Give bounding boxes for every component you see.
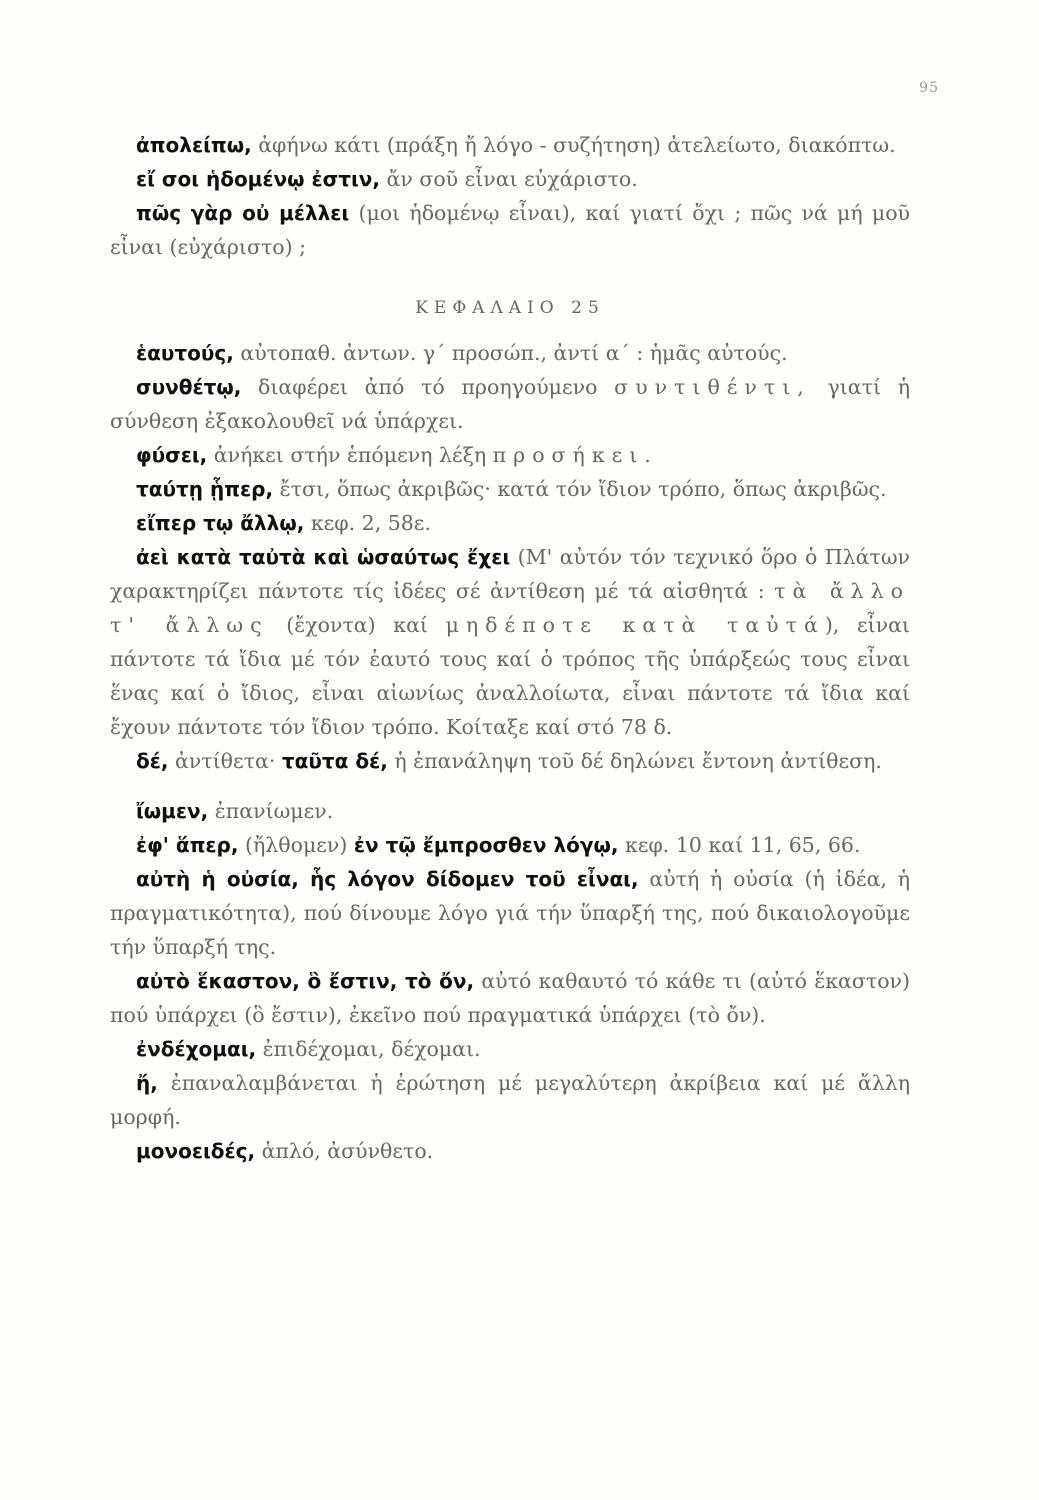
entry-headword: εἴπερ τῳ ἄλλῳ, — [136, 511, 305, 535]
entry-text: (ἔχοντα) καί — [268, 613, 446, 637]
entry-headword: πῶς γὰρ οὐ μέλλει — [136, 201, 350, 225]
spaced-word: μηδέποτε κατὰ ταὐτά — [445, 613, 825, 637]
entry-headword: ἀπολείπω, — [136, 133, 252, 157]
chapter-heading: ΚΕΦΑΛΑΙΟ 25 — [415, 298, 605, 318]
entry-headword: ἐνδέχομαι, — [136, 1037, 257, 1061]
entry-text: αὐτοπαθ. ἀντων. γ΄ προσώπ., ἀντί α΄ : ἡμᾶς αὐτούς. — [233, 341, 788, 365]
glossary-entry — [110, 336, 910, 370]
entry-headword: ἐν τῷ ἔμπροσθεν λόγῳ, — [353, 833, 619, 857]
entry-text: ἐπαναλαμβάνεται ἡ ἐρώτηση μέ μεγαλύτερη ἀκρίβεια καί μέ ἄλλη μορφή. — [110, 1071, 910, 1129]
entry-text: ἄν σοῦ εἶναι εὐχάριστο. — [379, 167, 638, 191]
entry-text: αὐτό καθαυτό τό κάθε τι (αὐτό ἕκαστον) πού ὑπάρχει (ὃ ἔστιν), ἐκεῖνο πού πραγματικά ὑπάρχει (τὸ ὄν). — [110, 969, 910, 1027]
entry-text: ἔτσι, ὅπως ἀκριβῶς· κατά τόν ἴδιον τρόπο, ὅπως ἀκριβῶς. — [273, 477, 887, 501]
entry-headword: φύσει, — [136, 443, 208, 467]
entry-text: ἀφήνω κάτι (πράξη ἤ λόγο - συζήτηση) ἀτελείωτο, διακόπτω. — [251, 133, 896, 157]
entry-headword: μονοειδές, — [136, 1139, 256, 1163]
entry-text: ἡ ἐπανάληψη τοῦ δέ δηλώνει ἔντονη ἀντίθεση. — [387, 749, 882, 773]
glossary-entry — [110, 1134, 910, 1168]
entry-headword: ἀεὶ κατὰ ταὐτὰ καὶ ὡσαύτως ἔχει — [136, 545, 511, 569]
spacer — [110, 778, 910, 794]
entry-text: ἐπανίωμεν. — [208, 799, 334, 823]
glossary-entry — [110, 438, 910, 472]
entry-headword: ταύτῃ ᾗπερ, — [136, 477, 274, 501]
glossary-entry — [110, 196, 910, 264]
entry-headword: εἴ σοι ἡδομένῳ ἐστιν, — [136, 167, 380, 191]
entry-text: (ἤλθομεν) — [238, 833, 354, 857]
entry-text: κεφ. 10 καί 11, 65, 66. — [618, 833, 861, 857]
glossary-content — [110, 128, 910, 1168]
glossary-entry — [110, 744, 910, 778]
glossary-entry — [110, 540, 910, 744]
page-number: 95 — [919, 80, 939, 96]
entry-text: αὐτή ἡ οὐσία (ἡ ἰδέα, ἡ πραγματικότητα), πού δίνουμε λόγο γιά τήν ὕπαρξή της, πού δικαιολογοῦμε τήν ὕπαρξή της. — [110, 867, 910, 959]
spaced-word: τὰ ἄλλο τ' ἄλλως — [110, 579, 910, 637]
glossary-entry — [110, 964, 910, 1032]
glossary-entry — [110, 862, 910, 964]
entry-text: ἀντίθετα· — [168, 749, 282, 773]
entry-headword: ἴωμεν, — [136, 799, 209, 823]
entry-headword: ἐφ' ἅπερ, — [136, 833, 239, 857]
glossary-entry — [110, 506, 910, 540]
entry-text: (μοι ἡδομένῳ εἶναι), καί γιατί ὄχι ; πῶς νά μή μοῦ εἶναι (εὐχάριστο) ; — [110, 201, 910, 259]
glossary-entry — [110, 1066, 910, 1134]
glossary-entry — [110, 828, 910, 862]
entry-headword: ἑαυτούς, — [136, 341, 234, 365]
glossary-entry — [110, 472, 910, 506]
glossary-entry — [110, 162, 910, 196]
entry-headword: ταῦτα δέ, — [281, 749, 388, 773]
entry-text: ἐπιδέχομαι, δέχομαι. — [256, 1037, 481, 1061]
entry-text: ἁπλό, ἀσύνθετο. — [255, 1139, 434, 1163]
entry-headword: αὐτὸ ἕκαστον, ὃ ἔστιν, τὸ ὄν, — [136, 969, 475, 993]
entry-headword: συνθέτῳ, — [136, 375, 242, 399]
entry-text: ), εἶναι πάντοτε τά ἴδια μέ τόν ἑαυτό τους καί ὁ τρόπος τῆς ὑπάρξεώς τους εἶναι ἕνας καί ὁ ἴδιος, εἶναι αἰωνίως ἀναλλοίωτα, εἶναι πάντοτε τά ἴδια καί ἔχουν πάντοτε τόν ἴδιον τρόπο. Κοίταξε καί στό 78 δ. — [110, 613, 910, 739]
glossary-entry — [110, 370, 910, 438]
spaced-word: προσήκει. — [492, 443, 658, 467]
entry-text: γιατί ἡ σύνθεση ἐξακολουθεῖ νά ὑπάρχει. — [110, 375, 910, 433]
entry-text: ἀνήκει στήν ἑπόμενη λέξη — [207, 443, 493, 467]
entry-text: κεφ. 2, 58ε. — [304, 511, 431, 535]
entry-text: (Μ' αὐτόν τόν τεχνικό ὅρο ὁ Πλάτων χαρακτηρίζει πάντοτε τίς ἰδέες σέ ἀντίθεση μέ τά αἰσθητά : — [110, 545, 911, 603]
glossary-entry — [110, 128, 910, 162]
spaced-word: συντιθέντι, — [614, 375, 811, 399]
entry-text: διαφέρει ἀπό τό προηγούμενο — [241, 375, 615, 399]
entry-headword: δέ, — [136, 749, 169, 773]
glossary-entry — [110, 1032, 910, 1066]
glossary-entry — [110, 794, 910, 828]
entry-headword: αὐτὴ ἡ οὐσία, ἧς λόγον δίδομεν τοῦ εἶναι, — [136, 867, 639, 891]
entry-headword: ἤ, — [136, 1071, 158, 1095]
